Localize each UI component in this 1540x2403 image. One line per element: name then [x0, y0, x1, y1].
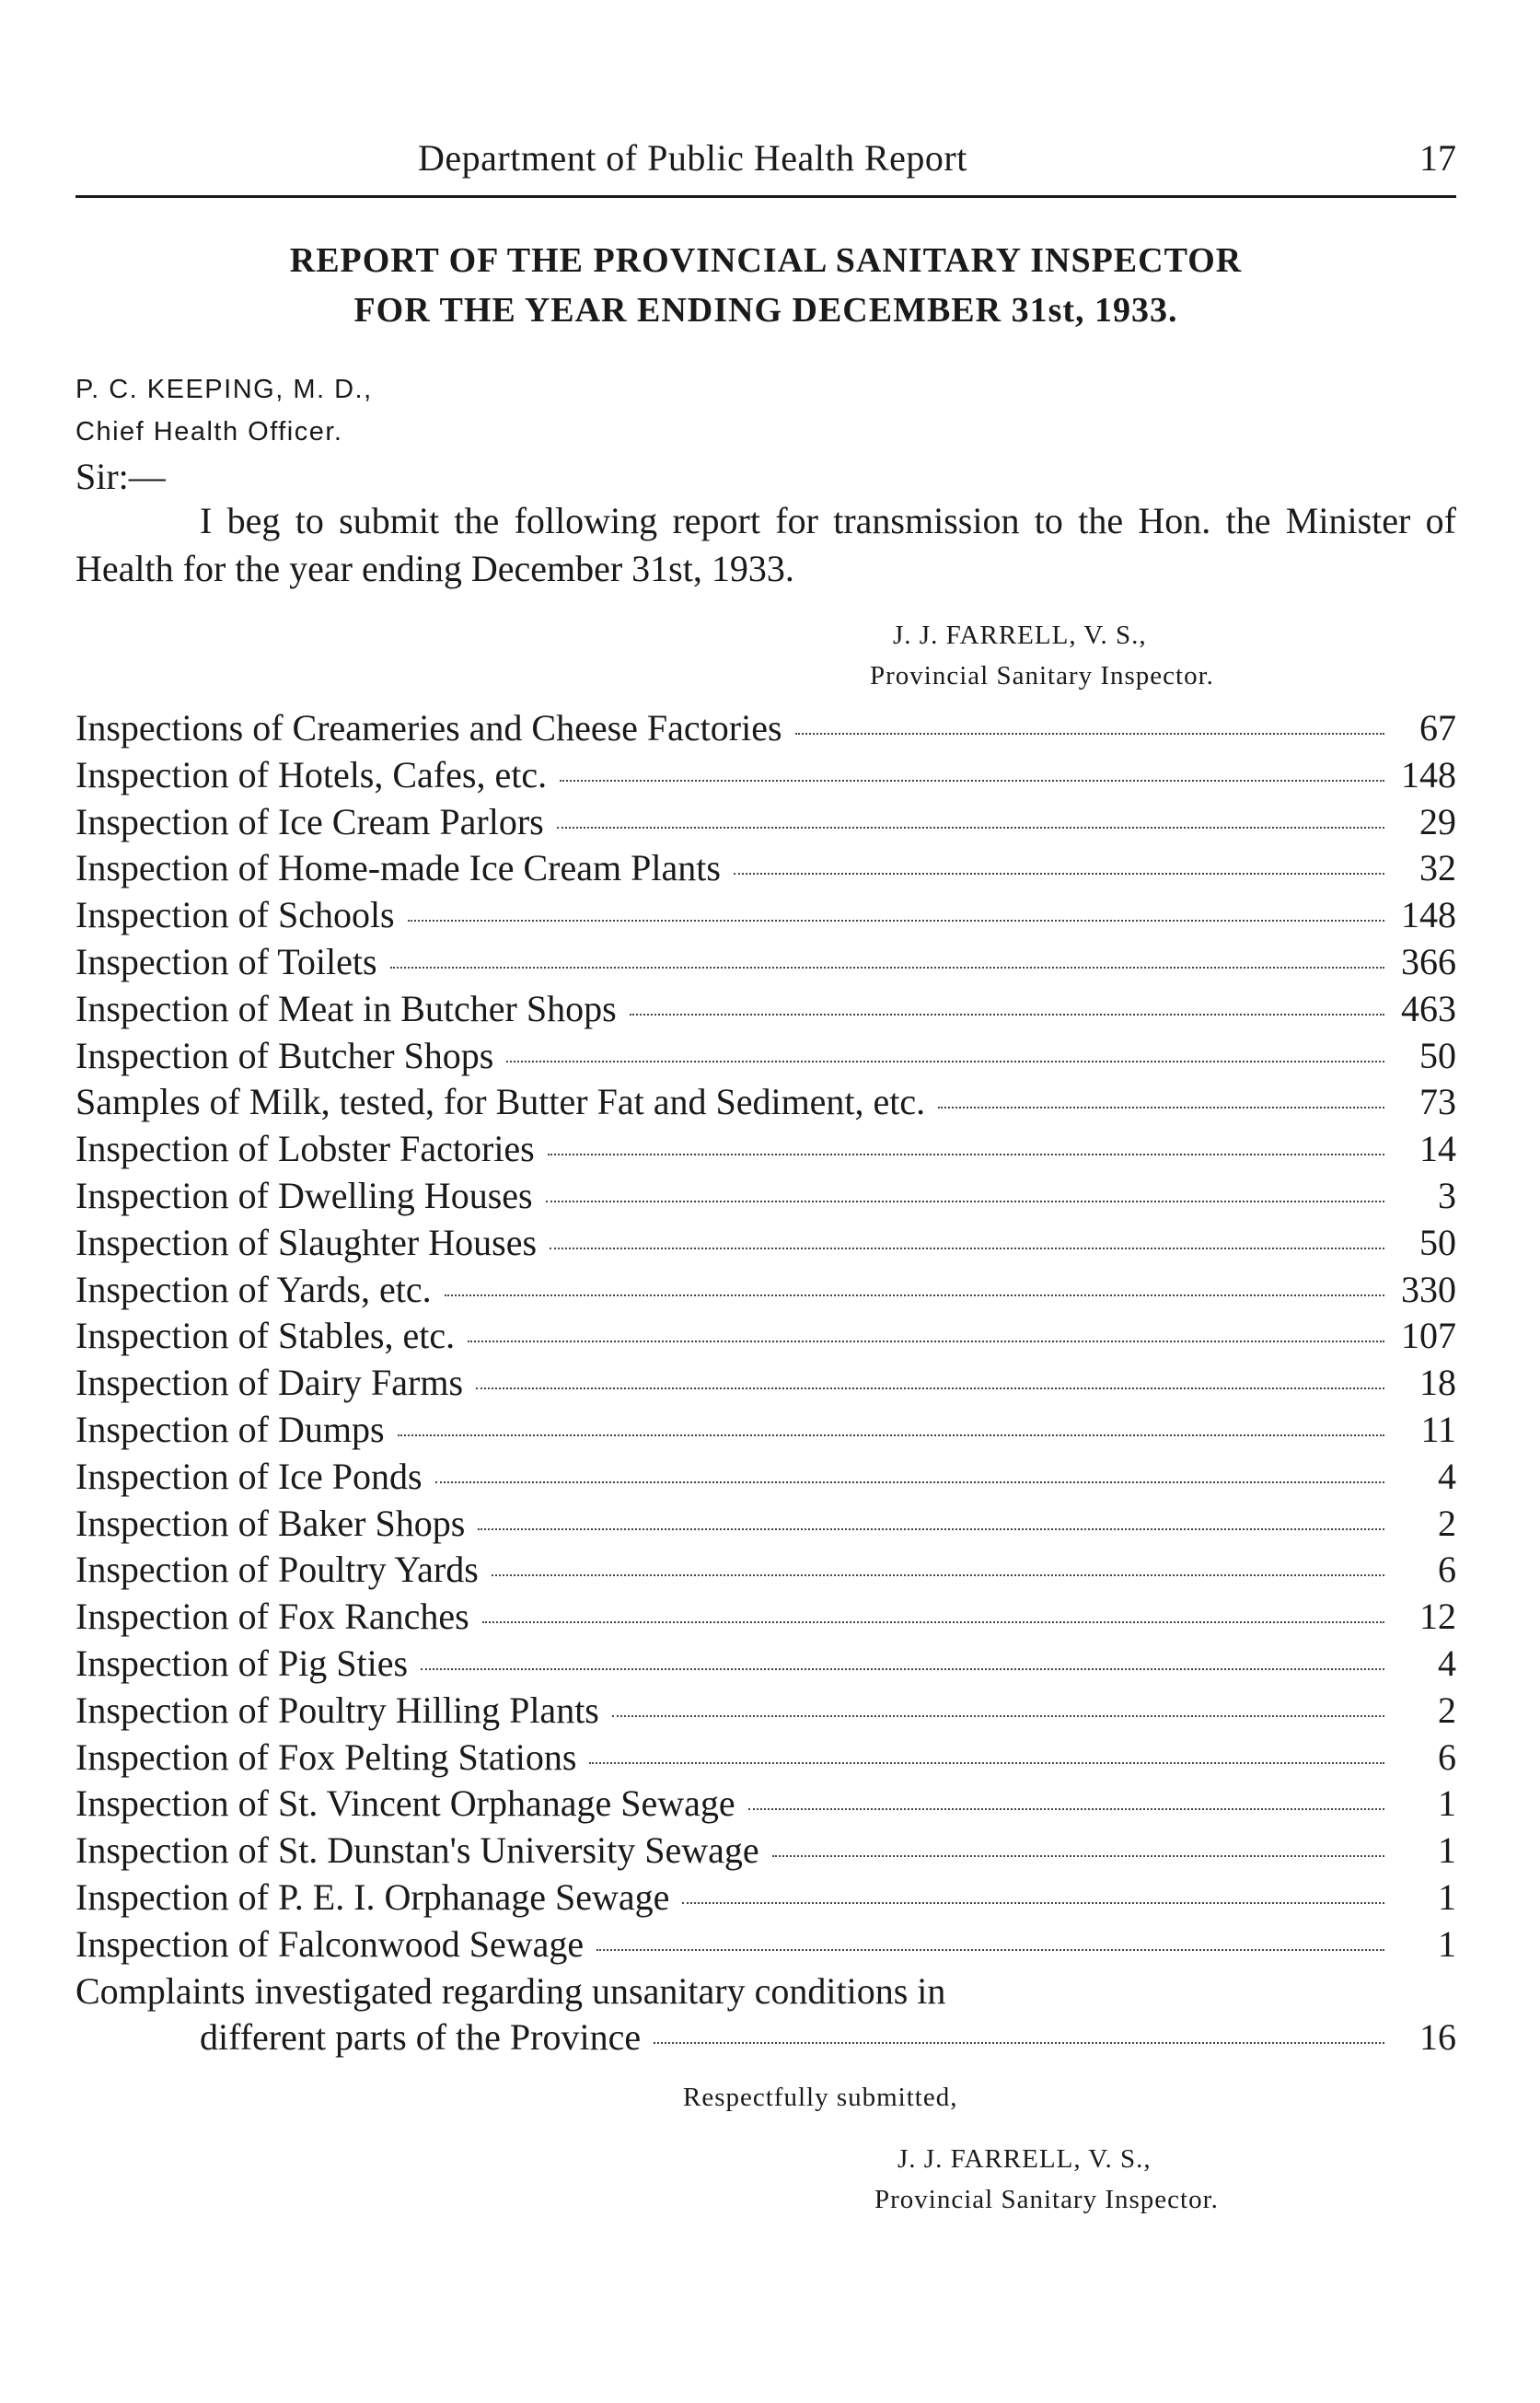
- table-row: [75, 1033, 1456, 1080]
- item-label: Inspection of Dairy Farms: [75, 1362, 464, 1404]
- item-label: Inspection of Fox Pelting Stations: [75, 1736, 577, 1778]
- table-row: [75, 1079, 1456, 1126]
- item-label: Inspection of Butcher Shops: [75, 1034, 494, 1076]
- item-value: 3: [1438, 1174, 1456, 1216]
- dot-leader: [734, 873, 1384, 875]
- dot-leader: [506, 1061, 1384, 1062]
- complaints-line-1: Complaints investigated regarding unsanitary conditions in: [75, 1969, 946, 2012]
- running-header: [75, 136, 1456, 192]
- dot-leader: [795, 733, 1384, 735]
- item-label: Inspection of Baker Shops: [75, 1502, 466, 1544]
- item-label: Inspection of Ice Ponds: [75, 1455, 423, 1497]
- body-paragraph: I beg to submit the following report for transmission to the Hon. the Minister of Health for the year ending December 31st, 1933.: [75, 500, 1456, 589]
- item-label: Inspection of Fox Ranches: [75, 1596, 469, 1638]
- item-label: Inspections of Creameries and Cheese Factories: [75, 707, 782, 749]
- dot-leader: [550, 1248, 1384, 1249]
- table-row: [75, 1454, 1456, 1501]
- signature-top: [870, 615, 1214, 696]
- item-label: Inspection of Dumps: [75, 1408, 385, 1450]
- item-value: 67: [1419, 707, 1456, 749]
- dot-leader: [630, 1014, 1384, 1016]
- item-value: 148: [1401, 753, 1456, 795]
- dot-leader: [492, 1574, 1384, 1576]
- item-label: Inspection of St. Dunstan's University Sewage: [75, 1829, 759, 1872]
- item-label: Inspection of Home-made Ice Cream Plants: [75, 847, 721, 889]
- report-title-line-1: REPORT OF THE PROVINCIAL SANITARY INSPECTOR: [289, 241, 1243, 280]
- complaints-row: [75, 2014, 1456, 2061]
- dot-leader: [682, 1902, 1384, 1904]
- table-row: [75, 1547, 1456, 1594]
- item-label: Inspection of Dwelling Houses: [75, 1174, 533, 1216]
- item-label: Inspection of Pig Sties: [75, 1642, 409, 1684]
- table-row: [75, 1501, 1456, 1548]
- item-value: 11: [1420, 1408, 1456, 1450]
- table-row: [75, 1875, 1456, 1921]
- signature-name: J. J. FARRELL, V. S.,: [897, 2144, 1152, 2174]
- dot-leader: [435, 1481, 1384, 1483]
- item-label: Inspection of St. Vincent Orphanage Sewage: [75, 1782, 735, 1825]
- dot-leader: [596, 1949, 1384, 1951]
- addressee-name: P. C. KEEPING, M. D.,: [75, 375, 373, 404]
- item-label: Inspection of Slaughter Houses: [75, 1221, 538, 1263]
- page-number: 17: [1419, 137, 1456, 179]
- item-value: 32: [1419, 847, 1456, 889]
- item-value: 366: [1401, 940, 1456, 982]
- dot-leader: [421, 1668, 1384, 1670]
- item-value: 4: [1438, 1642, 1456, 1684]
- table-row: [75, 1921, 1456, 1968]
- item-value: 2: [1438, 1502, 1456, 1544]
- table-row: [75, 1735, 1456, 1782]
- dot-leader: [478, 1528, 1384, 1530]
- addressee-title: Chief Health Officer.: [75, 417, 343, 447]
- salutation: Sir:—: [75, 456, 166, 497]
- item-label: Inspection of Schools: [75, 894, 395, 936]
- table-row: [75, 1220, 1456, 1267]
- dot-leader: [476, 1387, 1384, 1389]
- item-value: 50: [1419, 1034, 1456, 1076]
- item-value: 50: [1419, 1221, 1456, 1263]
- signature-bottom: [874, 2139, 1219, 2220]
- closing: Respectfully submitted,: [683, 2083, 958, 2112]
- dot-leader: [408, 920, 1384, 922]
- item-label: Inspection of Stables, etc.: [75, 1315, 456, 1357]
- item-value: 1: [1438, 1782, 1456, 1825]
- dot-leader: [772, 1855, 1384, 1857]
- table-row: [75, 752, 1456, 799]
- addressee: [75, 368, 373, 453]
- dot-leader: [445, 1294, 1384, 1296]
- table-row: [75, 1828, 1456, 1875]
- table-row: [75, 1594, 1456, 1641]
- table-row: [75, 705, 1456, 752]
- signature-title: Provincial Sanitary Inspector.: [870, 661, 1214, 691]
- item-value: 1: [1438, 1922, 1456, 1965]
- inspection-rows: [75, 705, 1456, 1968]
- signature-name: J. J. FARRELL, V. S.,: [893, 621, 1147, 650]
- item-label: Inspection of Toilets: [75, 940, 377, 982]
- item-value: 1: [1438, 1829, 1456, 1872]
- item-value: 330: [1401, 1268, 1456, 1310]
- item-value: 2: [1438, 1689, 1456, 1731]
- table-row: [75, 845, 1456, 892]
- header-rule: [75, 195, 1456, 198]
- dot-leader: [482, 1621, 1384, 1623]
- running-title: Department of Public Health Report: [418, 137, 967, 179]
- signature-title: Provincial Sanitary Inspector.: [874, 2185, 1219, 2214]
- item-value: 107: [1401, 1315, 1456, 1357]
- table-row: [75, 1688, 1456, 1735]
- table-row: [75, 1360, 1456, 1407]
- table-row: [75, 1313, 1456, 1360]
- report-title: [75, 236, 1456, 335]
- item-label: Inspection of Falconwood Sewage: [75, 1922, 585, 1965]
- report-title-line-2: FOR THE YEAR ENDING DECEMBER 31st, 1933.: [353, 291, 1178, 330]
- table-row: [75, 939, 1456, 986]
- dot-leader: [560, 780, 1384, 782]
- item-value: 6: [1438, 1736, 1456, 1778]
- table-row: [75, 892, 1456, 939]
- item-label: Samples of Milk, tested, for Butter Fat and Sediment, etc.: [75, 1081, 926, 1123]
- table-row: [75, 1267, 1456, 1314]
- dot-leader: [468, 1341, 1384, 1342]
- item-value: 29: [1419, 800, 1456, 842]
- item-label: Inspection of Yards, etc.: [75, 1268, 432, 1310]
- table-row: [75, 1126, 1456, 1173]
- item-label: Inspection of Ice Cream Parlors: [75, 800, 544, 842]
- dot-leader: [612, 1715, 1384, 1717]
- item-value: 6: [1438, 1549, 1456, 1591]
- dot-leader: [390, 967, 1384, 969]
- item-value: 463: [1401, 987, 1456, 1029]
- dot-leader: [589, 1762, 1384, 1764]
- item-value: 4: [1438, 1455, 1456, 1497]
- item-label: Inspection of Poultry Yards: [75, 1549, 479, 1591]
- item-label: Inspection of P. E. I. Orphanage Sewage: [75, 1875, 670, 1918]
- table-row: [75, 1641, 1456, 1688]
- item-label: Inspection of Poultry Hilling Plants: [75, 1689, 599, 1731]
- item-value: 12: [1419, 1596, 1456, 1638]
- item-value: 148: [1401, 894, 1456, 936]
- complaints-label: different parts of the Province: [200, 2016, 642, 2059]
- dot-leader: [557, 827, 1384, 829]
- dot-leader: [398, 1434, 1384, 1436]
- item-value: 1: [1438, 1875, 1456, 1918]
- table-row: [75, 799, 1456, 846]
- dot-leader: [748, 1808, 1384, 1810]
- dot-leader: [938, 1107, 1384, 1109]
- item-value: 73: [1419, 1081, 1456, 1123]
- dot-leader: [654, 2042, 1384, 2044]
- dot-leader: [546, 1201, 1384, 1202]
- table-row: [75, 1407, 1456, 1454]
- item-label: Inspection of Meat in Butcher Shops: [75, 987, 617, 1029]
- complaints-value: 16: [1419, 2016, 1456, 2059]
- item-value: 14: [1419, 1128, 1456, 1170]
- table-row: [75, 986, 1456, 1033]
- table-row: [75, 1173, 1456, 1220]
- table-row: [75, 1781, 1456, 1828]
- dot-leader: [548, 1154, 1384, 1155]
- inspection-statistics-list: [75, 705, 1456, 2061]
- item-value: 18: [1419, 1362, 1456, 1404]
- item-label: Inspection of Hotels, Cafes, etc.: [75, 753, 548, 795]
- item-label: Inspection of Lobster Factories: [75, 1128, 535, 1170]
